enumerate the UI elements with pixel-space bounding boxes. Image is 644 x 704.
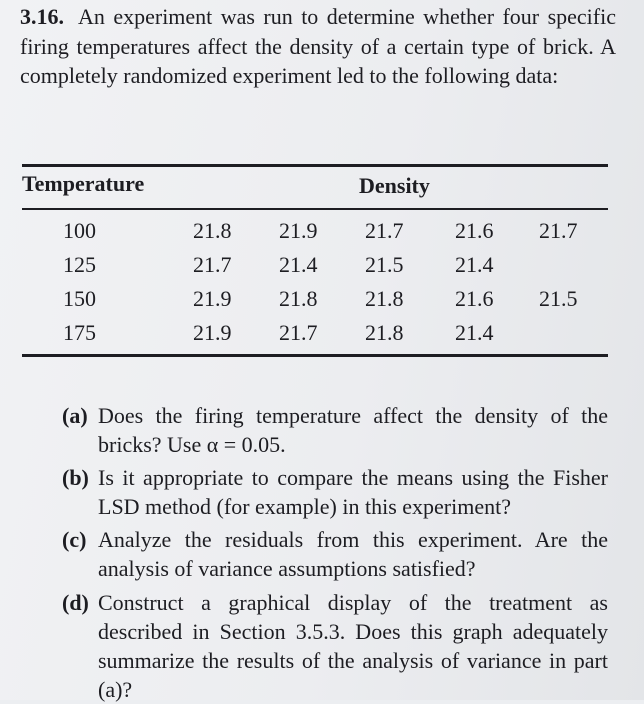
part-text: Is it appropriate to compare the means using the Fisher LSD method (for example) in this experiment? <box>98 465 608 519</box>
temperature-cell: 125 <box>63 252 96 277</box>
part-label: (b) <box>62 465 89 490</box>
problem-text: An experiment was run to determine whether four specific firing temperatures affect the density of a certain type of brick. A completely randomized experiment led to the following data: <box>20 4 616 88</box>
table-header-rule <box>22 208 608 210</box>
density-cell: 21.4 <box>455 252 494 277</box>
density-cell: 21.6 <box>455 218 494 243</box>
density-cell: 21.9 <box>193 286 232 311</box>
problem-number: 3.16. <box>20 4 64 29</box>
problem-statement <box>20 2 616 91</box>
density-cell: 21.9 <box>279 218 318 243</box>
part-text: Construct a graphical display of the treatment as described in Section 3.5.3. Does this graph adequately summarize the results of the analysis of variance in part (a)? <box>98 590 608 702</box>
part-text: Does the firing temperature affect the density of the bricks? Use α = 0.05. <box>98 403 608 457</box>
density-cell: 21.8 <box>193 218 232 243</box>
density-cell: 21.8 <box>279 286 318 311</box>
part-c <box>62 525 608 583</box>
part-label: (c) <box>62 527 87 552</box>
part-b <box>62 463 608 521</box>
part-label: (a) <box>62 403 88 428</box>
temperature-cell: 150 <box>63 286 96 311</box>
density-cell: 21.8 <box>365 320 404 345</box>
part-label: (d) <box>62 590 89 615</box>
part-d <box>62 588 608 704</box>
table-top-rule <box>22 164 608 167</box>
part-text: Analyze the residuals from this experiment. Are the analysis of variance assumptions satisfied? <box>98 527 608 581</box>
density-cell: 21.4 <box>279 252 318 277</box>
temperature-cell: 100 <box>63 218 96 243</box>
temperature-cell: 175 <box>63 320 96 345</box>
density-cell: 21.7 <box>193 252 232 277</box>
density-cell: 21.5 <box>365 252 404 277</box>
density-cell: 21.7 <box>279 320 318 345</box>
table-bottom-rule <box>22 354 608 357</box>
density-cell: 21.6 <box>455 286 494 311</box>
part-a <box>62 401 608 459</box>
density-cell: 21.5 <box>539 286 578 311</box>
density-header: Density <box>359 173 430 198</box>
density-cell: 21.4 <box>455 320 494 345</box>
density-cell: 21.9 <box>193 320 232 345</box>
temperature-header: Temperature <box>22 171 145 196</box>
density-cell: 21.7 <box>365 218 404 243</box>
density-cell: 21.8 <box>365 286 404 311</box>
density-cell: 21.7 <box>539 218 578 243</box>
